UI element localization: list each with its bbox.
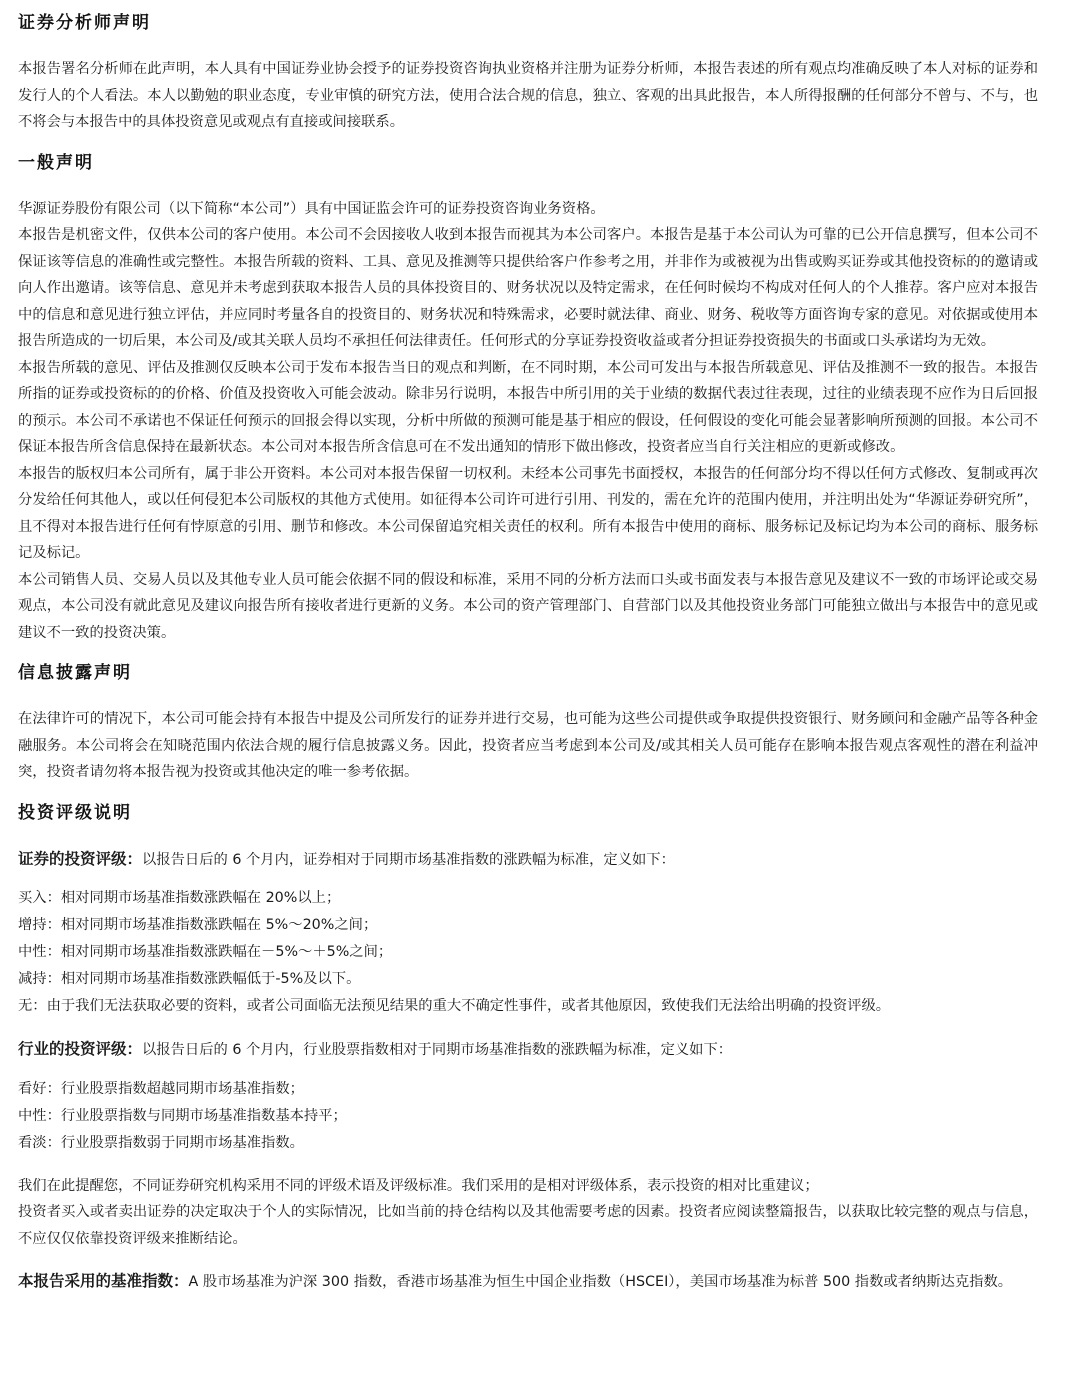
rating-item: 增持：相对同期市场基准指数涨跌幅在 5%～20%之间；	[18, 917, 378, 933]
rating-reminder: 我们在此提醒您，不同证券研究机构采用不同的评级术语及评级标准。我们采用的是相对评级体系，表示投资的相对比重建议；	[18, 1177, 819, 1194]
general-statement-paragraph: 本报告的版权归本公司所有，属于非公开资料。本公司对本报告保留一切权利。未经本公司事先书面授权，本报告的任何部分均不得以任何方式修改、复制或再次分发给任何其他人，或以任何侵犯本公司版权的其他方式使用。如征得本公司许可进行引用、刊发的，需在允许的范围内使用，并注明出处为“华源证券研究所”，且不得对本报告进行任何有悖原意的引用、删节和修改。本公司保留追究相关责任的权利。所有本报告中使用的商标、服务标记及标记均为本公司的商标、服务标记及标记。	[18, 465, 1038, 561]
rating-item: 看好：行业股票指数超越同期市场基准指数；	[18, 1080, 304, 1097]
general-statement-paragraph: 本公司销售人员、交易人员以及其他专业人员可能会依据不同的假设和标准，采用不同的分析方法而口头或书面发表与本报告意见及建议不一致的市场评论或交易观点，本公司没有就此意见及建议向报告所有接收者进行更新的义务。本公司的资产管理部门、自营部门以及其他投资业务部门可能独立做出与本报告中的意见或建议不一致的投资决策。	[18, 571, 1038, 641]
rating-item: 买入：相对同期市场基准指数涨跌幅在 20%以上；	[18, 890, 341, 906]
industry-rating-list	[18, 1076, 1038, 1157]
rating-item: 减持：相对同期市场基准指数涨跌幅低于-5%及以下。	[18, 971, 361, 987]
rating-item: 看淡：行业股票指数弱于同期市场基准指数。	[18, 1134, 304, 1151]
general-statement-paragraph: 华源证券股份有限公司（以下简称“本公司”）具有中国证监会许可的证券投资咨询业务资格。	[18, 200, 605, 217]
security-rating-list	[18, 885, 1038, 1020]
general-statement-heading: 一般声明	[18, 152, 94, 173]
rating-item: 中性：行业股票指数与同期市场基准指数基本持平；	[18, 1107, 347, 1124]
rating-item: 中性：相对同期市场基准指数涨跌幅在－5%～＋5%之间；	[18, 944, 393, 960]
benchmark-text: A 股市场基准为沪深 300 指数，香港市场基准为恒生中国企业指数（HSCEI），美国市场基准为标普 500 指数或者纳斯达克指数。	[188, 1274, 1013, 1290]
industry-rating-label: 行业的投资评级：	[18, 1040, 143, 1058]
benchmark-label: 本报告采用的基准指数：	[18, 1272, 189, 1290]
industry-rating-intro	[18, 1036, 1038, 1064]
disclaimer-page	[18, 10, 1038, 1296]
disclosure-heading: 信息披露声明	[18, 663, 132, 683]
general-statement-paragraph: 本报告是机密文件，仅供本公司的客户使用。本公司不会因接收人收到本报告而视其为本公司客户。本报告是基于本公司认为可靠的已公开信息撰写，但本公司不保证该等信息的准确性或完整性。本报告所载的资料、工具、意见及推测等只提供给客户作参考之用，并非作为或被视为出售或购买证券或其他投资标的的邀请或向人作出邀请。该等信息、意见并未考虑到获取本报告人员的具体投资目的、财务状况以及特定需求，在任何时候均不构成对任何人的个人推荐。客户应对本报告中的信息和意见进行独立评估，并应同时考量各自的投资目的、财务状况和特殊需求，必要时就法律、商业、财务、税收等方面咨询专家的意见。对依据或使用本报告所造成的一切后果，本公司及/或其关联人员均不承担任何法律责任。任何形式的分享证券投资收益或者分担证券投资损失的书面或口头承诺均为无效。	[18, 227, 1038, 349]
security-rating-intro-text: 以报告日后的 6 个月内，证券相对于同期市场基准指数的涨跌幅为标准，定义如下：	[142, 851, 675, 868]
rating-reminder: 投资者买入或者卖出证券的决定取决于个人的实际情况，比如当前的持仓结构以及其他需要考虑的因素。投资者应阅读整篇报告，以获取比较完整的观点与信息，不应仅仅依靠投资评级来推断结论。	[18, 1204, 1038, 1247]
disclosure-body: 在法律许可的情况下，本公司可能会持有本报告中提及公司所发行的证券并进行交易，也可能为这些公司提供或争取提供投资银行、财务顾问和金融产品等各种金融服务。本公司将会在知晓范围内依法合规的履行信息披露义务。因此，投资者应当考虑到本公司及/或其相关人员可能存在影响本报告观点客观性的潜在利益冲突，投资者请勿将本报告视为投资或其他决定的唯一参考依据。	[18, 711, 1038, 780]
rating-item: 无：由于我们无法获取必要的资料，或者公司面临无法预见结果的重大不确定性事件，或者其他原因，致使我们无法给出明确的投资评级。	[18, 998, 891, 1014]
general-statement-paragraph: 本报告所载的意见、评估及推测仅反映本公司于发布本报告当日的观点和判断，在不同时期，本公司可发出与本报告所载意见、评估及推测不一致的报告。本报告所指的证券或投资标的的价格、价值及投资收入可能会波动。除非另行说明，本报告中所引用的关于业绩的数据代表过往表现，过往的业绩表现不应作为日后回报的预示。本公司不承诺也不保证任何预示的回报会得以实现，分析中所做的预测可能是基于相应的假设，任何假设的变化可能会显著影响所预测的回报。本公司不保证本报告所含信息保持在最新状态。本公司对本报告所含信息可在不发出通知的情形下做出修改，投资者应当自行关注相应的更新或修改。	[18, 359, 1038, 455]
industry-rating-intro-text: 以报告日后的 6 个月内，行业股票指数相对于同期市场基准指数的涨跌幅为标准，定义如下：	[142, 1042, 733, 1058]
analyst-statement-body: 本报告署名分析师在此声明，本人具有中国证券业协会授予的证券投资咨询执业资格并注册为证券分析师，本报告表述的所有观点均准确反映了本人对标的证券和发行人的个人看法。本人以勤勉的职业态度，专业审慎的研究方法，使用合法合规的信息，独立、客观的出具此报告，本人所得报酬的任何部分不曾与、不与，也不将会与本报告中的具体投资意见或观点有直接或间接联系。	[18, 61, 1038, 130]
security-rating-intro	[18, 846, 1038, 874]
benchmark-statement	[18, 1268, 1038, 1296]
analyst-statement-heading: 证券分析师声明	[18, 13, 151, 33]
security-rating-label: 证券的投资评级：	[18, 849, 143, 868]
rating-heading: 投资评级说明	[18, 802, 132, 823]
